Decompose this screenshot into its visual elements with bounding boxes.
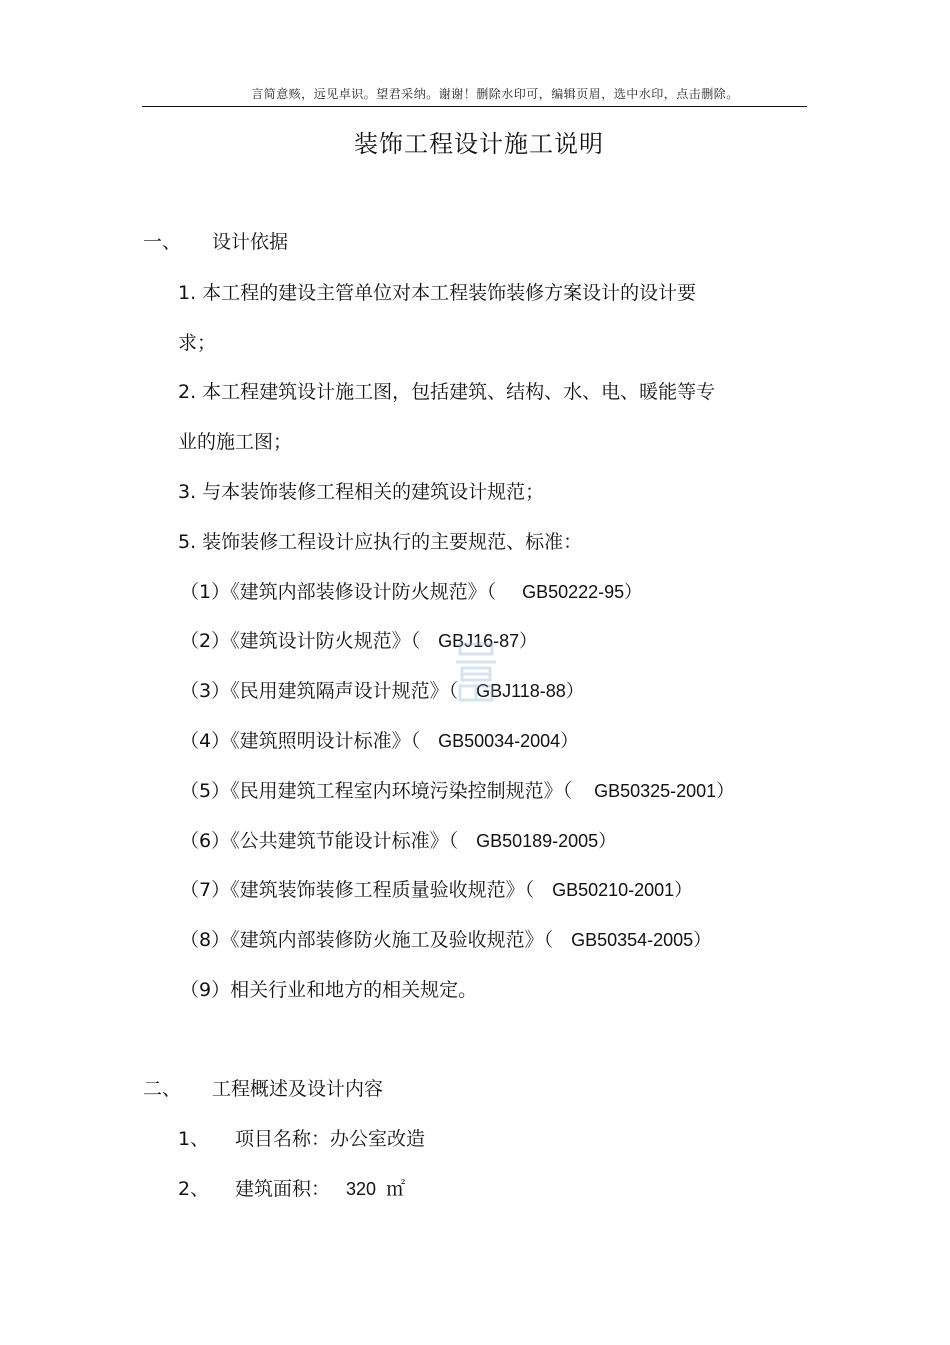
standard-code: GBJ118-88） xyxy=(476,681,584,701)
standard-title: （4）《建筑照明设计标准》（ xyxy=(180,730,421,752)
standard-item xyxy=(180,928,711,952)
standard-item xyxy=(180,729,578,753)
standard-title: （8）《建筑内部装修防火施工及验收规范》（ xyxy=(180,929,554,951)
overview-item-label: 项目名称：办公室改造 xyxy=(235,1128,426,1150)
standard-code: GB50210-2001） xyxy=(552,880,693,900)
standard-code: GBJ16-87） xyxy=(438,631,538,651)
paragraph-item-3: 3. 与本装饰装修工程相关的建筑设计规范； xyxy=(178,481,545,503)
overview-item-number: 1、 xyxy=(178,1128,210,1150)
section-number: 二、 xyxy=(143,1078,182,1100)
standard-code: GB50222-95） xyxy=(522,582,643,602)
standard-title: （3）《民用建筑隔声设计规范》（ xyxy=(180,680,459,702)
area-unit: ㎡ xyxy=(386,1178,406,1200)
document-title: 装饰工程设计施工说明 xyxy=(354,130,604,158)
watermark-icon xyxy=(452,640,500,704)
overview-item-label xyxy=(235,1177,405,1201)
standard-title: （2）《建筑设计防火规范》（ xyxy=(180,630,421,652)
header-note: 言简意赅，远见卓识。望君采纳。谢谢！删除水印可，编辑页眉，选中水印，点击删除。 xyxy=(251,87,739,101)
standard-item xyxy=(180,829,616,853)
area-value: 320 xyxy=(346,1179,377,1199)
overview-item xyxy=(178,1127,426,1151)
header-divider xyxy=(142,106,807,107)
standard-title: （5）《民用建筑工程室内环境污染控制规范》（ xyxy=(180,780,573,802)
standard-item xyxy=(180,679,584,703)
section-label: 工程概述及设计内容 xyxy=(212,1078,384,1100)
paragraph-item-1: 1. 本工程的建设主管单位对本工程装饰装修方案设计的设计要 xyxy=(178,282,697,304)
standard-item xyxy=(180,779,734,803)
standard-title: （1）《建筑内部装修设计防火规范》（ xyxy=(180,581,497,603)
standard-code: GB50034-2004） xyxy=(438,731,579,751)
overview-item-number: 2、 xyxy=(178,1178,210,1200)
area-label: 建筑面积： xyxy=(235,1178,331,1200)
standard-item-other: （9）相关行业和地方的相关规定。 xyxy=(180,979,478,1001)
section-number: 一、 xyxy=(143,231,182,253)
standard-code: GB50325-2001） xyxy=(594,781,735,801)
section-label: 设计依据 xyxy=(212,231,289,253)
standard-item xyxy=(180,878,692,902)
standard-title: （6）《公共建筑节能设计标准》（ xyxy=(180,830,459,852)
paragraph-item-2-cont: 业的施工图； xyxy=(178,431,293,453)
standard-code: GB50189-2005） xyxy=(476,831,617,851)
paragraph-item-2: 2. 本工程建筑设计施工图，包括建筑、结构、水、电、暖能等专 xyxy=(178,381,716,403)
overview-item xyxy=(178,1177,406,1201)
standard-item xyxy=(180,580,642,604)
paragraph-item-1-cont: 求； xyxy=(178,332,217,354)
standard-title: （7）《建筑装饰装修工程质量验收规范》（ xyxy=(180,879,535,901)
standard-code: GB50354-2005） xyxy=(571,930,712,950)
paragraph-item-5: 5. 装饰装修工程设计应执行的主要规范、标准： xyxy=(178,531,583,553)
